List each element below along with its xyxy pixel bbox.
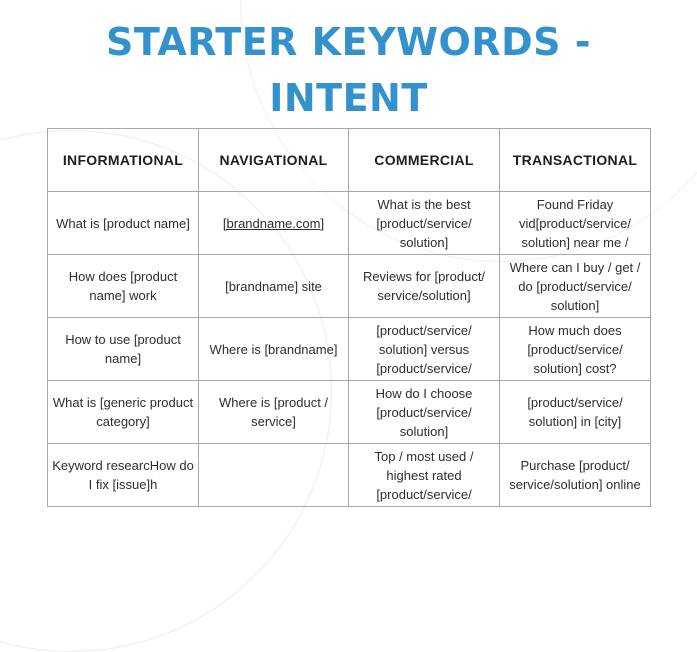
table-cell <box>48 381 199 444</box>
slide-title-line-2: INTENT <box>269 76 428 120</box>
header-row <box>48 129 651 192</box>
table-cell <box>500 192 651 255</box>
cell-text: Where can I buy / get / do [product/service/ solution] <box>509 259 641 313</box>
cell-text: Reviews for [product/ service/solution] <box>362 269 486 303</box>
table-row <box>48 444 651 507</box>
slide-title-line-1: STARTER KEYWORDS - <box>106 20 591 64</box>
cell-text: Keyword researcHow do I fix [issue]h <box>52 458 194 492</box>
table-cell <box>349 192 500 255</box>
table-cell <box>500 444 651 507</box>
table-cell <box>48 318 199 381</box>
cell-text: [brandname] site <box>225 278 322 294</box>
header-informational: INFORMATIONAL <box>48 129 199 192</box>
table-cell <box>199 318 349 381</box>
table-row <box>48 255 651 318</box>
cell-text: Found Friday vid[product/service/ solution] near me / <box>519 196 631 250</box>
table-cell <box>199 381 349 444</box>
cell-text: Where is [brandname] <box>209 341 338 357</box>
cell-text: [product/service/ solution] in [city] <box>527 395 623 429</box>
header-navigational: NAVIGATIONAL <box>199 129 349 192</box>
cell-text: How much does [product/service/ solution] cost? <box>527 322 623 376</box>
cell-text: What is the best [product/service/ solution] <box>376 196 472 250</box>
cell-text: [product/service/ solution] versus [product/service/ <box>376 322 472 376</box>
table-cell <box>500 318 651 381</box>
cell-text: Where is [product / service] <box>218 395 329 429</box>
brandname-link[interactable]: [brandname.com] <box>222 215 325 231</box>
table-cell <box>48 192 199 255</box>
cell-text: How does [product name] work <box>68 269 178 303</box>
cell-text: Top / most used / highest rated [product/service/ <box>374 448 474 502</box>
table-cell <box>199 444 349 507</box>
table-cell <box>199 255 349 318</box>
cell-text: What is [product name] <box>56 215 190 231</box>
cell-text: How do I choose [product/service/ solution] <box>375 385 473 439</box>
table-row <box>48 192 651 255</box>
slide-title <box>0 14 697 126</box>
header-transactional: TRANSACTIONAL <box>500 129 651 192</box>
table-cell <box>48 255 199 318</box>
cell-text: Purchase [product/ service/solution] online <box>509 458 641 492</box>
table-cell <box>349 255 500 318</box>
table-cell <box>500 381 651 444</box>
cell-text: What is [generic product category] <box>52 395 194 429</box>
table-row <box>48 318 651 381</box>
table-cell <box>349 381 500 444</box>
cell-text: How to use [product name] <box>65 332 181 366</box>
table-cell <box>199 192 349 255</box>
table-row <box>48 381 651 444</box>
table-cell <box>349 444 500 507</box>
table-cell <box>500 255 651 318</box>
table-cell <box>48 444 199 507</box>
table-cell <box>349 318 500 381</box>
header-commercial: COMMERCIAL <box>349 129 500 192</box>
keyword-intent-table <box>47 128 651 507</box>
